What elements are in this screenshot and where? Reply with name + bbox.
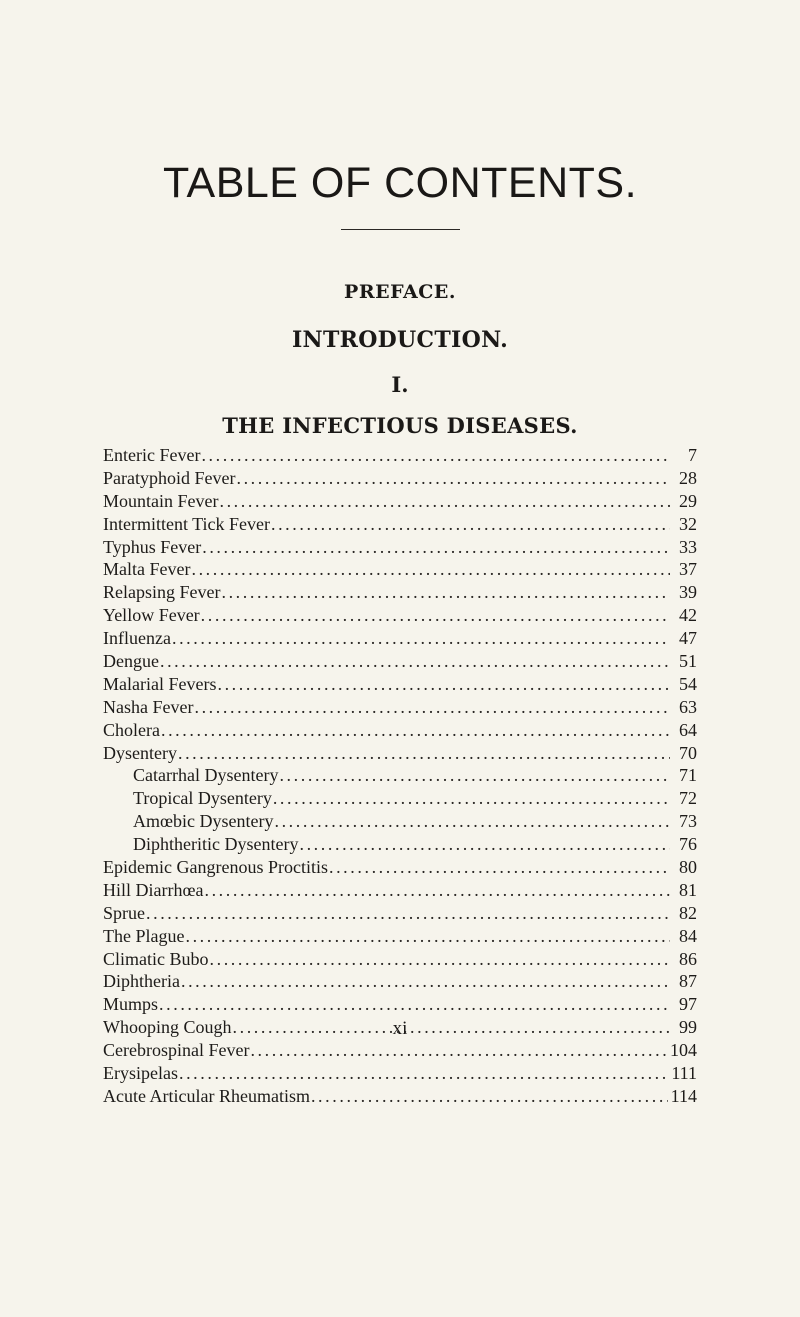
toc-entry-title: Enteric Fever: [103, 445, 201, 465]
toc-entry-page-number: 37: [679, 559, 697, 580]
toc-entry-title: Sprue: [103, 902, 145, 923]
preface-heading: PREFACE.: [344, 281, 456, 303]
toc-entry-page-number: 72: [679, 788, 697, 809]
toc-entry-page-number: 87: [679, 971, 697, 992]
dot-leader: [181, 970, 670, 993]
toc-entry-page-number: 51: [679, 651, 697, 672]
toc-entry-page-number: 104: [670, 1040, 697, 1061]
toc-entry-title: Malta Fever: [103, 559, 191, 580]
toc-entry[interactable]: [103, 902, 697, 925]
toc-entry-page-number: 47: [679, 628, 697, 649]
toc-entry-page-number: 7: [688, 445, 697, 465]
toc-entry-page-number: 111: [671, 1063, 697, 1084]
introduction-heading: INTRODUCTION.: [291, 327, 509, 353]
toc-entry-page-number: 28: [679, 467, 697, 488]
toc-entry-page-number: 64: [679, 719, 697, 740]
toc-entry[interactable]: [103, 673, 697, 696]
toc-entry[interactable]: [103, 787, 697, 810]
toc-entry-title: Relapsing Fever: [103, 582, 221, 603]
toc-entry-title: Cerebrospinal Fever: [103, 1040, 250, 1061]
toc-entry[interactable]: [103, 444, 697, 467]
toc-entry-title: Typhus Fever: [103, 536, 202, 557]
dot-leader: [185, 925, 670, 948]
toc-entry-page-number: 76: [679, 834, 697, 855]
toc-entry-title: Cholera: [103, 719, 160, 740]
dot-leader: [179, 1062, 668, 1085]
dot-leader: [191, 558, 670, 581]
toc-entry[interactable]: [103, 970, 697, 993]
toc-entry-page-number: 84: [679, 925, 697, 946]
toc-entry[interactable]: [103, 696, 697, 719]
toc-entry-page-number: 63: [679, 696, 697, 717]
toc-entry[interactable]: [103, 1039, 697, 1062]
dot-leader: [172, 627, 670, 650]
toc-entry-title: Climatic Bubo: [103, 948, 209, 969]
toc-entry[interactable]: [103, 1085, 697, 1108]
toc-entry[interactable]: [103, 558, 697, 581]
toc-entry-page-number: 114: [670, 1085, 697, 1106]
page-title: TABLE OF CONTENTS.: [162, 159, 638, 207]
title-rule: [341, 229, 460, 230]
toc-entry-page-number: 97: [679, 994, 697, 1015]
toc-entry-title: Acute Articular Rheumatism: [103, 1085, 310, 1106]
page-folio: xi: [392, 1018, 408, 1039]
toc-entry[interactable]: [103, 719, 697, 742]
toc-entry-page-number: 99: [679, 1017, 697, 1038]
toc-entry-page-number: 54: [679, 673, 697, 694]
toc-entry-page-number: 73: [679, 811, 697, 832]
toc-entry-title: Dysentery: [103, 742, 177, 763]
toc-entry-title: Influenza: [103, 628, 171, 649]
toc-entry-title: Mountain Fever: [103, 490, 219, 511]
toc-entry-page-number: 80: [679, 857, 697, 878]
toc-entry[interactable]: [103, 650, 697, 673]
dot-leader: [204, 879, 670, 902]
dot-leader: [274, 810, 670, 833]
toc-entry[interactable]: [103, 490, 697, 513]
toc-entry-title: Intermittent Tick Fever: [103, 513, 270, 534]
dot-leader: [311, 1085, 668, 1108]
toc-entry-title: Dengue: [103, 651, 159, 672]
toc-entry-title: Hill Diarrhœa: [103, 879, 204, 900]
dot-leader: [219, 490, 670, 513]
toc-entry-title: Paratyphoid Fever: [103, 467, 236, 488]
dot-leader: [201, 604, 670, 627]
toc-entry-title: Diphtheritic Dysentery: [133, 834, 299, 855]
toc-entry[interactable]: [103, 948, 697, 971]
toc-entry[interactable]: [103, 764, 697, 787]
toc-entry[interactable]: [103, 627, 697, 650]
toc-entry[interactable]: [103, 925, 697, 948]
toc-entry[interactable]: [103, 513, 697, 536]
toc-entry[interactable]: [103, 742, 697, 765]
dot-leader: [202, 536, 670, 559]
dot-leader: [160, 650, 670, 673]
toc-entry-title: Catarrhal Dysentery: [133, 765, 279, 786]
dot-leader: [217, 673, 670, 696]
toc-entry[interactable]: [103, 879, 697, 902]
toc-entry-title: Erysipelas: [103, 1063, 178, 1084]
dot-leader: [159, 993, 670, 1016]
toc-entry[interactable]: [103, 604, 697, 627]
toc-list: [103, 444, 697, 1108]
toc-entry-title: Tropical Dysentery: [133, 788, 272, 809]
toc-entry-title: Mumps: [103, 994, 159, 1015]
dot-leader: [273, 787, 670, 810]
dot-leader: [221, 581, 670, 604]
toc-entry[interactable]: [103, 581, 697, 604]
dot-leader: [299, 833, 670, 856]
dot-leader: [178, 742, 670, 765]
dot-leader: [146, 902, 670, 925]
toc-entry-title: Malarial Fevers: [103, 673, 217, 694]
toc-entry-title: Epidemic Gangrenous Proctitis: [103, 857, 328, 878]
dot-leader: [329, 856, 670, 879]
toc-entry[interactable]: [103, 536, 697, 559]
toc-entry[interactable]: [103, 993, 697, 1016]
dot-leader: [271, 513, 670, 536]
toc-entry-title: The Plague: [103, 925, 185, 946]
toc-entry-page-number: 32: [679, 513, 697, 534]
toc-entry-title: Amœbic Dysentery: [133, 811, 274, 832]
dot-leader: [236, 467, 670, 490]
toc-entry-page-number: 81: [679, 879, 697, 900]
dot-leader: [279, 764, 670, 787]
toc-entry[interactable]: [103, 467, 697, 490]
toc-entry-page-number: 70: [679, 742, 697, 763]
toc-entry[interactable]: [103, 1062, 697, 1085]
toc-entry-page-number: 39: [679, 582, 697, 603]
dot-leader: [194, 696, 670, 719]
toc-entry-page-number: 82: [679, 902, 697, 923]
dot-leader: [161, 719, 670, 742]
toc-entry-page-number: 71: [679, 765, 697, 786]
toc-entry[interactable]: [103, 810, 697, 833]
toc-entry[interactable]: [103, 833, 697, 856]
toc-entry-title: Diphtheria: [103, 971, 180, 992]
section-heading: THE INFECTIOUS DISEASES.: [222, 413, 578, 438]
toc-entry-title: Whooping Cough: [103, 1017, 232, 1038]
toc-entry-title: Yellow Fever: [103, 605, 200, 626]
toc-entry-page-number: 33: [679, 536, 697, 557]
toc-entry-page-number: 42: [679, 605, 697, 626]
toc-entry-page-number: 29: [679, 490, 697, 511]
toc-entry-page-number: 86: [679, 948, 697, 969]
dot-leader: [201, 444, 670, 467]
dot-leader: [250, 1039, 667, 1062]
toc-entry-title: Nasha Fever: [103, 696, 194, 717]
dot-leader: [210, 948, 671, 971]
part-number-heading: I.: [391, 372, 409, 397]
toc-entry[interactable]: [103, 856, 697, 879]
